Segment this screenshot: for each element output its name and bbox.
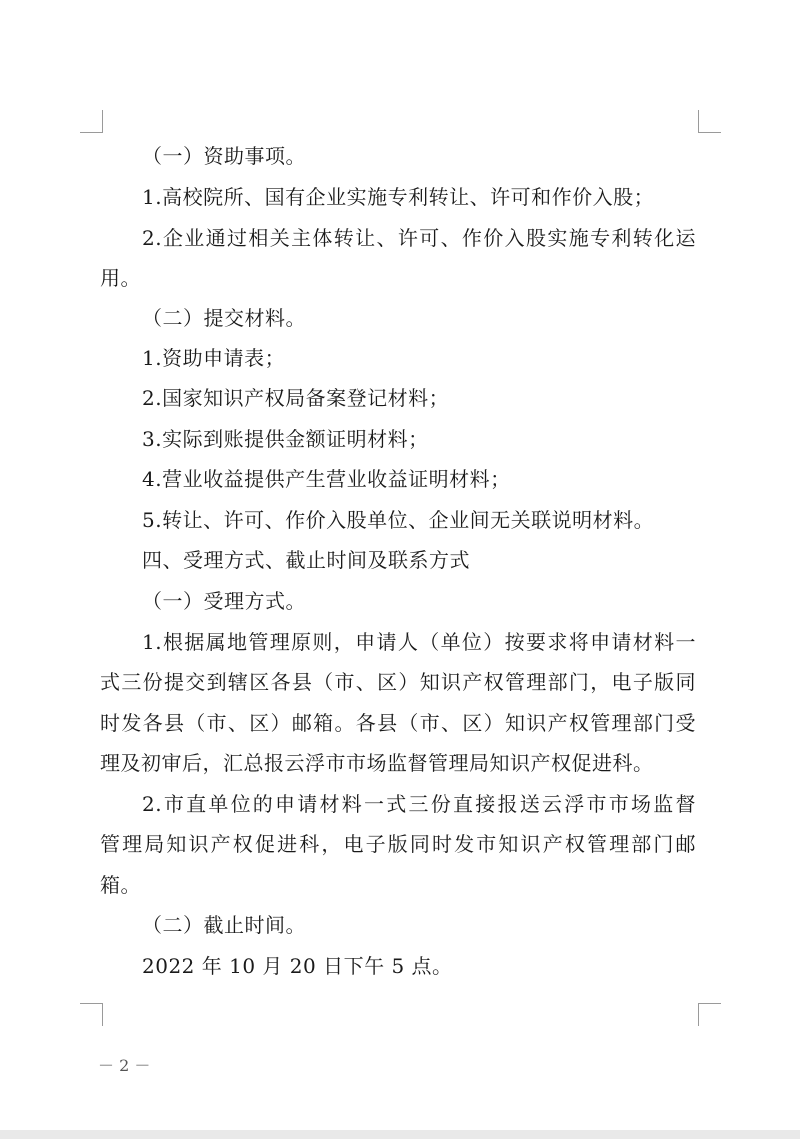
paragraph-line: 管理局知识产权促进科，电子版同时发市知识产权管理部门邮 xyxy=(100,832,696,856)
crop-mark-bottom-right xyxy=(698,1003,721,1026)
subsection-heading-acceptance: （一）受理方式。 xyxy=(142,589,306,613)
list-item: 3.实际到账提供金额证明材料； xyxy=(142,427,429,451)
crop-mark-top-left xyxy=(80,110,103,133)
list-item: 4.营业收益提供产生营业收益证明材料； xyxy=(142,467,511,491)
list-item: 2.企业通过相关主体转让、许可、作价入股实施专利转化运 xyxy=(142,226,696,250)
crop-mark-bottom-left xyxy=(80,1003,103,1026)
paragraph-line: 箱。 xyxy=(100,873,141,897)
paragraph-line: 理及初审后，汇总报云浮市市场监督管理局知识产权促进科。 xyxy=(100,751,654,775)
subsection-heading-materials: （二）提交材料。 xyxy=(142,306,306,330)
list-item: 1.资助申请表； xyxy=(142,346,286,370)
list-item: 2.国家知识产权局备案登记材料； xyxy=(142,386,450,410)
paragraph-line: 2.市直单位的申请材料一式三份直接报送云浮市市场监督 xyxy=(142,792,696,816)
list-item: 5.转让、许可、作价入股单位、企业间无关联说明材料。 xyxy=(142,508,655,532)
paragraph-line: 式三份提交到辖区各县（市、区）知识产权管理部门，电子版同 xyxy=(100,670,696,694)
paragraph-line: 时发各县（市、区）邮箱。各县（市、区）知识产权管理部门受 xyxy=(100,711,696,735)
paragraph-line: 1.根据属地管理原则，申请人（单位）按要求将申请材料一 xyxy=(142,630,696,654)
page-gap xyxy=(0,1130,800,1139)
subsection-heading-deadline: （二）截止时间。 xyxy=(142,913,306,937)
subsection-heading-funding-items: （一）资助事项。 xyxy=(142,144,306,168)
crop-mark-top-right xyxy=(698,110,721,133)
page-number: － 2 － xyxy=(98,1056,151,1075)
deadline-text: 2022 年 10 月 20 日下午 5 点。 xyxy=(142,954,453,978)
section-heading: 四、受理方式、截止时间及联系方式 xyxy=(142,548,470,572)
list-item: 1.高校院所、国有企业实施专利转让、许可和作价入股； xyxy=(142,185,655,209)
list-item-continuation: 用。 xyxy=(100,266,141,290)
